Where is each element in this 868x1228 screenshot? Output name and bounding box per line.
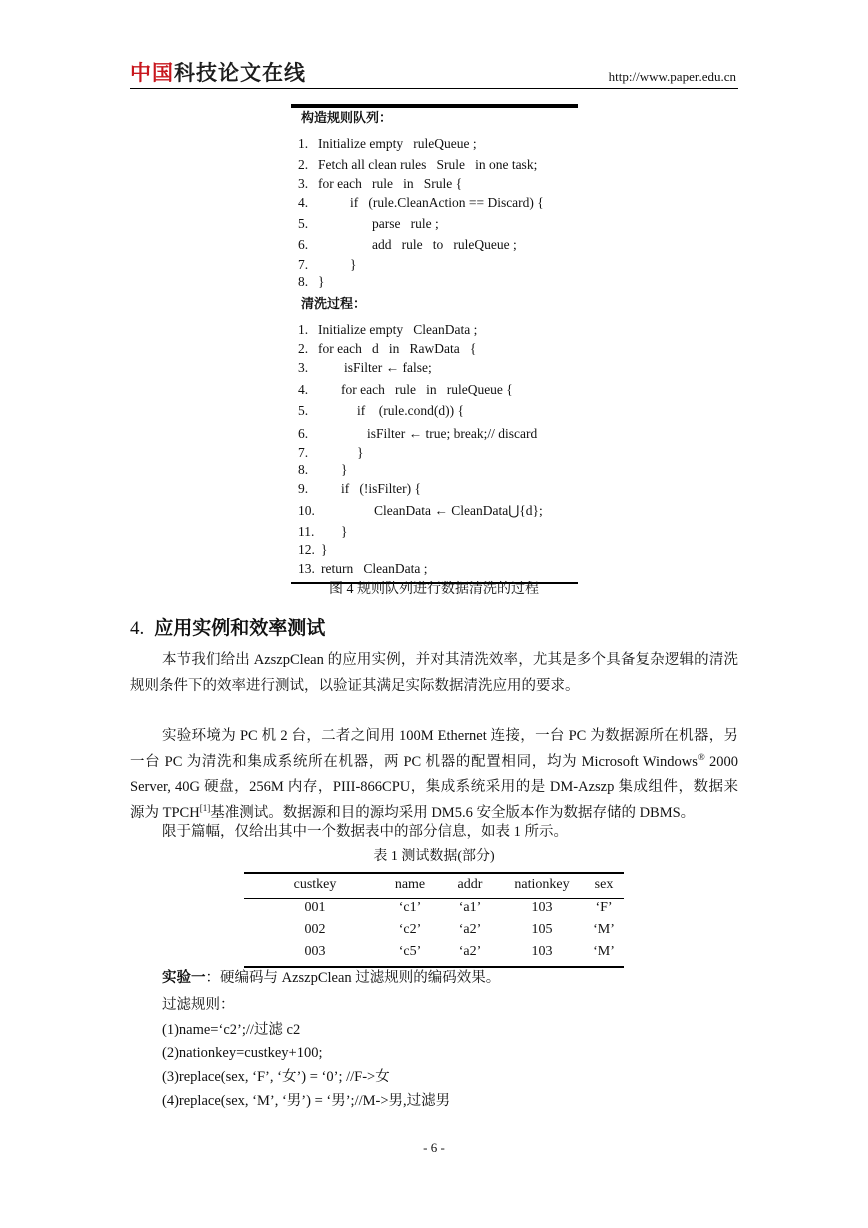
paragraph-intro: 本节我们给出 AzszpClean 的应用实例，并对其清洗效率，尤其是多个具备复杂逻辑的清洗规则条件下的效率进行测试，以验证其满足实际数据清洗应用的要求。 (130, 652, 738, 694)
logo-dark-text: 科技论文在线 (174, 61, 306, 85)
code-line-number: 4. (298, 195, 309, 210)
logo-red-text: 中国 (130, 61, 174, 85)
code-line-number: 6. (298, 237, 309, 252)
code-line-number: 8. (298, 462, 309, 477)
table-cell: ‘c2’ (398, 922, 422, 937)
experiment-text: ：硬编码与 AzszpClean 过滤规则的编码效果。 (205, 970, 501, 986)
code-line: for each d in RawData { (318, 341, 477, 356)
page-number: - 6 - (423, 1140, 445, 1155)
code-line: CleanData ← CleanData⋃{d}; (374, 503, 543, 518)
section-number: 4. (130, 618, 145, 639)
rule-item: (4)replace(sex, ‘M’, ‘男’) = ‘男’;//M->男,过滤男 (162, 1093, 451, 1109)
citation-ref[interactable]: [1] (199, 802, 211, 813)
code-line-number: 7. (298, 257, 309, 272)
journal-logo (130, 60, 306, 86)
table-cell: 103 (531, 900, 553, 915)
code-line: isFilter ← false; (344, 360, 432, 375)
table-header-cell: custkey (293, 877, 337, 892)
table-cell: ‘M’ (593, 944, 615, 959)
table-cell: ‘a2’ (458, 922, 482, 937)
code-line: } (341, 462, 348, 477)
table-cell: 103 (531, 944, 553, 959)
code-line: add rule to ruleQueue ; (372, 237, 517, 252)
code-line-number: 5. (298, 216, 309, 231)
p2-text-a: 实验环境为 PC 机 2 台，二者之间用 100M Ethernet 连接，一台 PC 为数据源所在机器，另一台 PC 为清洗和集成系统所在机器，两 PC 机器的配置相同，均为 Microsoft Windows (130, 728, 738, 770)
p2-text-c: 基准测试。数据源和目的源均采用 DM5.6 安全版本作为数据存储的 DBMS。 (210, 804, 696, 821)
table-cell: 002 (304, 922, 326, 937)
code-line-number: 11. (298, 524, 315, 539)
code-line: Initialize empty CleanData ; (318, 322, 478, 337)
rules-title: 过滤规则： (162, 997, 235, 1013)
table-caption: 表 1 测试数据(部分) (373, 849, 495, 864)
experiment-line (162, 967, 500, 989)
code-line-number: 3. (298, 360, 309, 375)
code-line-number: 8. (298, 274, 309, 289)
table-cell: ‘c5’ (398, 944, 422, 959)
code-line: } (357, 445, 364, 460)
code-line: parse rule ; (372, 216, 439, 231)
rule-item: (2)nationkey=custkey+100; (162, 1045, 323, 1061)
code-line: } (341, 524, 348, 539)
header-url[interactable]: http://www.paper.edu.cn (608, 69, 736, 84)
section-title: 应用实例和效率测试 (154, 617, 326, 639)
code-line-number: 3. (298, 176, 309, 191)
table-cell: ‘c1’ (398, 900, 422, 915)
code-line: } (321, 542, 328, 557)
code-line-number: 12. (298, 542, 315, 557)
table-header-cell: name (394, 877, 426, 892)
code-line-number: 5. (298, 403, 309, 418)
code-line: isFilter ← true; break;// discard (367, 426, 538, 441)
table-cell: ‘a1’ (458, 900, 482, 915)
code-line-number: 2. (298, 341, 309, 356)
paragraph-table-intro: 限于篇幅，仅给出其中一个数据表中的部分信息，如表 1 所示。 (162, 824, 568, 840)
algo-divider (291, 107, 578, 108)
code-line-number: 4. (298, 382, 309, 397)
table-cell: 105 (531, 922, 553, 937)
code-line-number: 13. (298, 561, 315, 576)
code-line-number: 9. (298, 481, 309, 496)
code-line: if (rule.cond(d)) { (357, 403, 464, 418)
rule-item: (3)replace(sex, ‘F’, ‘女’) = ‘0’; //F->女 (162, 1069, 390, 1085)
code-line: } (318, 274, 325, 289)
code-line-number: 2. (298, 157, 309, 172)
table-cell: 001 (304, 900, 326, 915)
experiment-label: 实验一 (162, 970, 206, 986)
code-line: } (350, 257, 357, 272)
rule-item: (1)name=‘c2’;//过滤 c2 (162, 1022, 301, 1038)
registered-mark: ® (697, 751, 705, 762)
table-header-cell: nationkey (514, 877, 570, 892)
section-title-build-queue: 构造规则队列： (301, 111, 393, 126)
table-cell: 003 (304, 944, 326, 959)
table-cell: ‘a2’ (458, 944, 482, 959)
table-cell: ‘M’ (593, 922, 615, 937)
code-line: Initialize empty ruleQueue ; (318, 136, 477, 151)
code-line: Fetch all clean rules Srule in one task; (318, 157, 538, 172)
table-top-rule (244, 872, 624, 874)
code-line: if (!isFilter) { (341, 481, 421, 496)
code-line-number: 1. (298, 136, 309, 151)
section-title-cleaning: 清洗过程： (301, 297, 367, 312)
code-line: for each rule in Srule { (318, 176, 463, 191)
table-header-cell: sex (594, 877, 614, 892)
table-header-cell: addr (457, 877, 483, 892)
section-heading (130, 617, 325, 640)
paragraph-environment (130, 724, 738, 826)
code-line-number: 6. (298, 426, 309, 441)
code-line: for each rule in ruleQueue { (341, 382, 513, 397)
code-line-number: 10. (298, 503, 315, 518)
figure-caption: 图 4 规则队列进行数据清洗的过程 (329, 582, 539, 597)
code-line: if (rule.CleanAction == Discard) { (350, 195, 544, 210)
table-cell: ‘F’ (595, 900, 613, 915)
code-line-number: 1. (298, 322, 309, 337)
code-line: return CleanData ; (321, 561, 428, 576)
code-line-number: 7. (298, 445, 309, 460)
p2-text-b: 2000 Server, 40G 硬盘，256M 内存，PIII-866CPU，集成系统采用的是 DM-Azszp 集成组件，数据来源为 TPCH (130, 753, 738, 821)
page-header (130, 60, 738, 89)
